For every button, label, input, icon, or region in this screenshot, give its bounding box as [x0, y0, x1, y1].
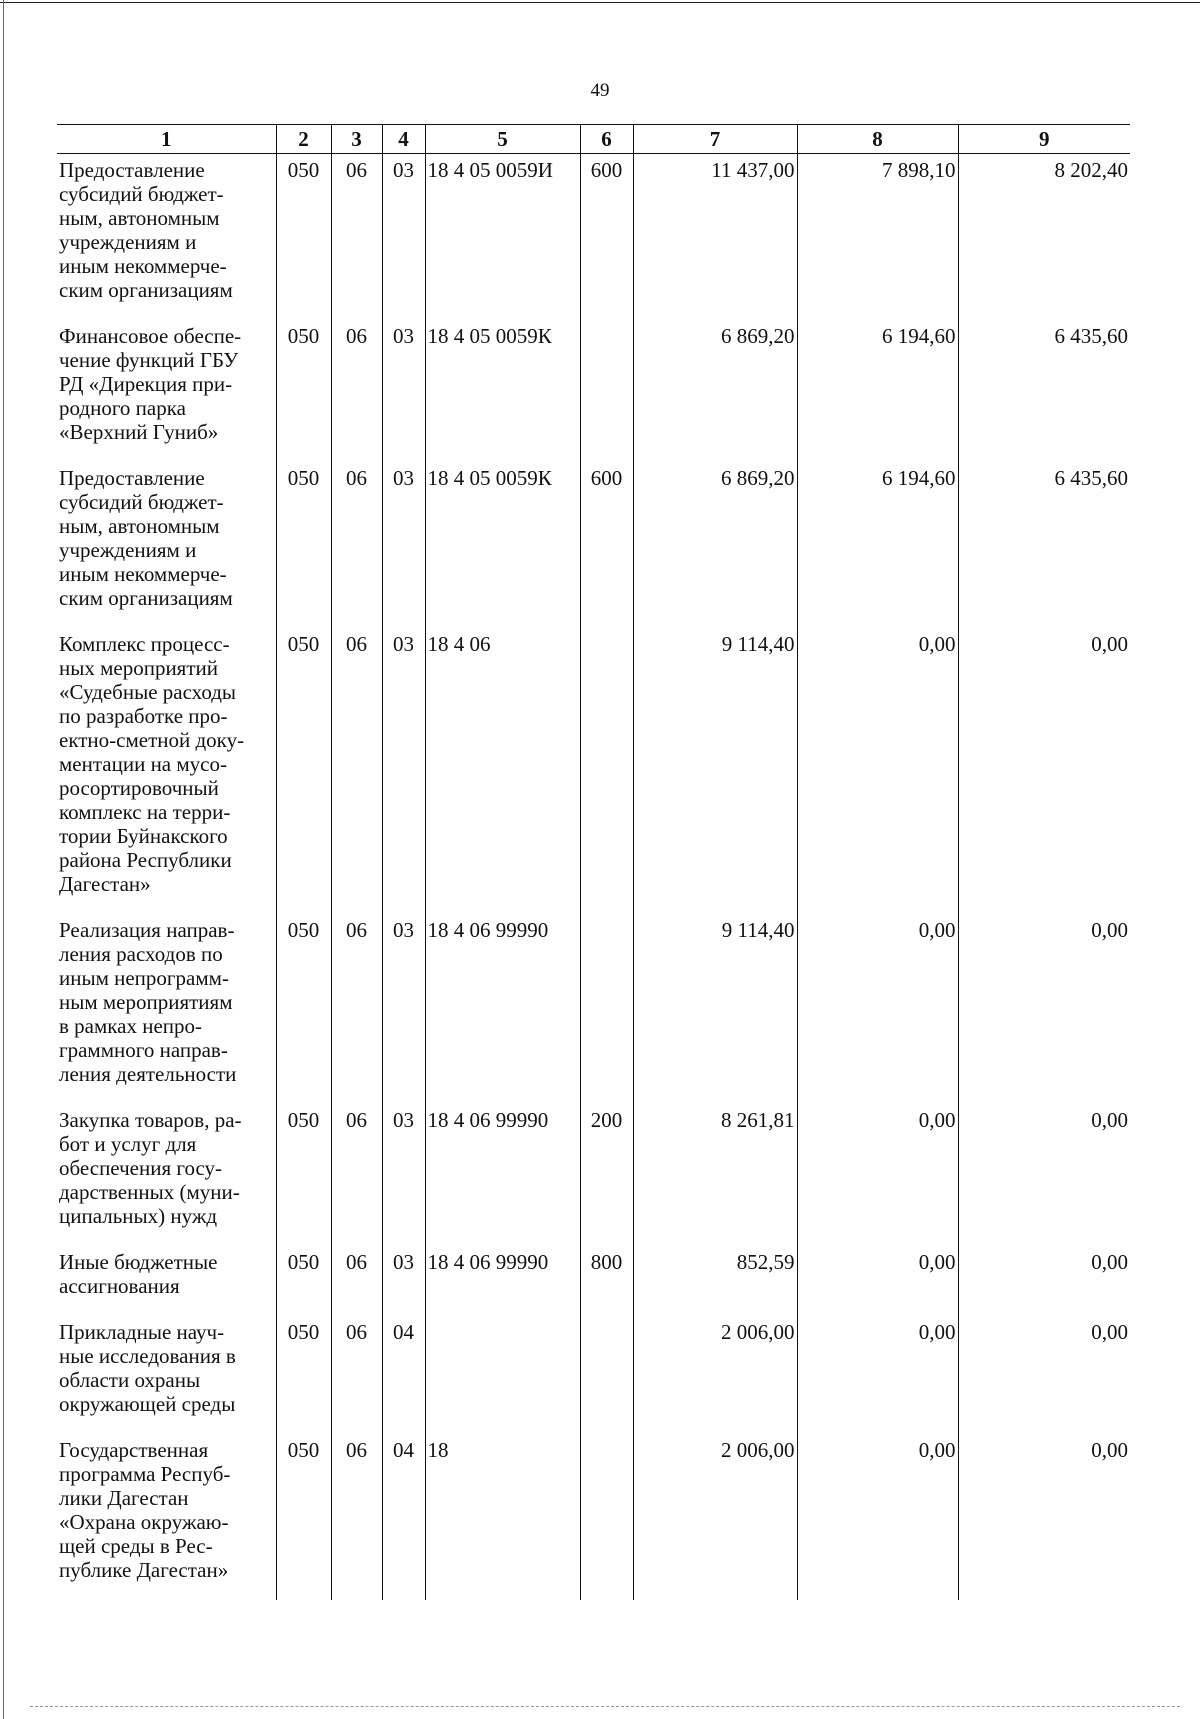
header-col-7: 7	[633, 125, 797, 154]
subsection-code-cell: 04	[382, 1316, 425, 1434]
row-name-line: области охраны	[59, 1368, 201, 1392]
admin-code-cell: 050	[276, 320, 331, 462]
row-name-line: ным мероприятиям	[59, 990, 233, 1014]
amount-year2-cell: 0,00	[797, 914, 958, 1104]
section-code-cell: 06	[331, 320, 382, 462]
admin-code-cell: 050	[276, 1434, 331, 1600]
expense-type-cell: 600	[580, 462, 633, 628]
budget-table	[57, 124, 1130, 1600]
row-name-line: ассигнования	[59, 1274, 180, 1298]
amount-year1-cell: 8 261,81	[633, 1104, 797, 1246]
row-name-line: росортировочный	[59, 776, 219, 800]
row-name-line: ления деятельности	[59, 1062, 237, 1086]
row-name-line: щей среды в Рес-	[59, 1534, 213, 1558]
section-code-cell: 06	[331, 1246, 382, 1316]
row-name-cell	[57, 1434, 276, 1600]
table-header-row	[57, 125, 1130, 154]
amount-year1-cell: 11 437,00	[633, 154, 797, 321]
subsection-code-cell: 03	[382, 320, 425, 462]
admin-code-cell: 050	[276, 462, 331, 628]
subsection-code-cell: 03	[382, 628, 425, 914]
row-name-line: дарственных (муни-	[59, 1180, 240, 1204]
amount-year1-cell: 2 006,00	[633, 1316, 797, 1434]
amount-year1-cell: 9 114,40	[633, 914, 797, 1104]
amount-year1-cell: 2 006,00	[633, 1434, 797, 1600]
expense-type-cell	[580, 1434, 633, 1600]
row-name-line: иным некоммерче-	[59, 562, 227, 586]
row-name-line: Финансовое обеспе-	[59, 324, 242, 348]
table-row	[57, 628, 1130, 914]
row-name-line: ным, автономным	[59, 514, 220, 538]
row-name-line: ским организациям	[59, 586, 233, 610]
row-name-line: комплекс на терри-	[59, 800, 231, 824]
target-article-cell	[425, 1316, 580, 1434]
row-name-line: Государственная	[59, 1438, 209, 1462]
row-name-line: «Охрана окружаю-	[59, 1510, 229, 1534]
page-top-border	[0, 2, 1200, 3]
amount-year2-cell: 0,00	[797, 1104, 958, 1246]
section-code-cell: 06	[331, 1434, 382, 1600]
table-body	[57, 154, 1130, 1601]
table-row	[57, 1246, 1130, 1316]
expense-type-cell: 600	[580, 154, 633, 321]
header-col-9: 9	[958, 125, 1130, 154]
row-name-line: ным, автономным	[59, 206, 220, 230]
table-row	[57, 1104, 1130, 1246]
row-name-line: ментации на мусо-	[59, 752, 227, 776]
header-col-4: 4	[382, 125, 425, 154]
table-row	[57, 154, 1130, 321]
amount-year2-cell: 6 194,60	[797, 462, 958, 628]
amount-year3-cell: 0,00	[958, 1104, 1130, 1246]
row-name-line: публике Дагестан»	[59, 1558, 229, 1582]
target-article-cell: 18 4 06 99990	[425, 1104, 580, 1246]
section-code-cell: 06	[331, 914, 382, 1104]
table-row	[57, 320, 1130, 462]
table-row	[57, 462, 1130, 628]
page-number: 49	[590, 80, 610, 101]
row-name-line: граммного направ-	[59, 1038, 228, 1062]
header-col-6: 6	[580, 125, 633, 154]
row-name-line: субсидий бюджет-	[59, 490, 224, 514]
amount-year3-cell: 0,00	[958, 1316, 1130, 1434]
expense-type-cell: 200	[580, 1104, 633, 1246]
scan-artifact-line	[30, 1706, 1180, 1707]
row-name-line: ных мероприятий	[59, 656, 218, 680]
amount-year3-cell: 0,00	[958, 1246, 1130, 1316]
amount-year3-cell: 0,00	[958, 914, 1130, 1104]
row-name-line: окружающей среды	[59, 1392, 236, 1416]
target-article-cell: 18 4 05 0059К	[425, 462, 580, 628]
target-article-cell: 18 4 06 99990	[425, 914, 580, 1104]
row-name-line: Дагестан»	[59, 872, 151, 896]
row-name-line: ные исследования в	[59, 1344, 236, 1368]
amount-year1-cell: 6 869,20	[633, 462, 797, 628]
row-name-line: ектно-сметной доку-	[59, 728, 245, 752]
section-code-cell: 06	[331, 154, 382, 321]
subsection-code-cell: 03	[382, 1246, 425, 1316]
table-row	[57, 1316, 1130, 1434]
expense-type-cell	[580, 320, 633, 462]
row-name-cell	[57, 1246, 276, 1316]
subsection-code-cell: 03	[382, 1104, 425, 1246]
row-name-cell	[57, 914, 276, 1104]
row-name-line: «Верхний Гуниб»	[59, 420, 219, 444]
header-col-3: 3	[331, 125, 382, 154]
row-name-line: тории Буйнакского	[59, 824, 228, 848]
section-code-cell: 06	[331, 462, 382, 628]
row-name-line: учреждениям и	[59, 230, 197, 254]
row-name-line: «Судебные расходы	[59, 680, 237, 704]
target-article-cell: 18 4 06 99990	[425, 1246, 580, 1316]
amount-year2-cell: 0,00	[797, 628, 958, 914]
row-name-line: лики Дагестан	[59, 1486, 189, 1510]
amount-year1-cell: 852,59	[633, 1246, 797, 1316]
subsection-code-cell: 03	[382, 462, 425, 628]
row-name-line: Прикладные науч-	[59, 1320, 225, 1344]
section-code-cell: 06	[331, 1104, 382, 1246]
row-name-cell	[57, 154, 276, 321]
header-col-8: 8	[797, 125, 958, 154]
row-name-cell	[57, 1316, 276, 1434]
target-article-cell: 18	[425, 1434, 580, 1600]
amount-year3-cell: 0,00	[958, 628, 1130, 914]
subsection-code-cell: 03	[382, 154, 425, 321]
row-name-cell	[57, 1104, 276, 1246]
admin-code-cell: 050	[276, 628, 331, 914]
subsection-code-cell: 04	[382, 1434, 425, 1600]
expense-type-cell: 800	[580, 1246, 633, 1316]
row-name-line: чение функций ГБУ	[59, 348, 239, 372]
row-name-line: по разработке про-	[59, 704, 228, 728]
amount-year1-cell: 9 114,40	[633, 628, 797, 914]
row-name-line: в рамках непро-	[59, 1014, 203, 1038]
header-col-1: 1	[57, 125, 276, 154]
amount-year2-cell: 0,00	[797, 1316, 958, 1434]
row-name-line: Предоставление	[59, 158, 205, 182]
row-name-line: иным некоммерче-	[59, 254, 227, 278]
expense-type-cell	[580, 914, 633, 1104]
row-name-line: бот и услуг для	[59, 1132, 197, 1156]
target-article-cell: 18 4 05 0059И	[425, 154, 580, 321]
section-code-cell: 06	[331, 1316, 382, 1434]
row-name-line: учреждениям и	[59, 538, 197, 562]
amount-year2-cell: 7 898,10	[797, 154, 958, 321]
admin-code-cell: 050	[276, 1246, 331, 1316]
table-row	[57, 914, 1130, 1104]
section-code-cell: 06	[331, 628, 382, 914]
row-name-line: иным непрограмм-	[59, 966, 229, 990]
row-name-line: ципальных) нужд	[59, 1204, 218, 1228]
table-row	[57, 1434, 1130, 1600]
expense-type-cell	[580, 1316, 633, 1434]
admin-code-cell: 050	[276, 914, 331, 1104]
header-col-5: 5	[425, 125, 580, 154]
row-name-line: Предоставление	[59, 466, 205, 490]
row-name-line: Реализация направ-	[59, 918, 235, 942]
row-name-cell	[57, 462, 276, 628]
row-name-cell	[57, 320, 276, 462]
header-col-2: 2	[276, 125, 331, 154]
row-name-line: Закупка товаров, ра-	[59, 1108, 242, 1132]
row-name-line: обеспечения госу-	[59, 1156, 223, 1180]
admin-code-cell: 050	[276, 154, 331, 321]
expense-type-cell	[580, 628, 633, 914]
amount-year3-cell: 6 435,60	[958, 320, 1130, 462]
target-article-cell: 18 4 06	[425, 628, 580, 914]
admin-code-cell: 050	[276, 1316, 331, 1434]
amount-year1-cell: 6 869,20	[633, 320, 797, 462]
amount-year2-cell: 6 194,60	[797, 320, 958, 462]
amount-year2-cell: 0,00	[797, 1434, 958, 1600]
amount-year3-cell: 0,00	[958, 1434, 1130, 1600]
amount-year3-cell: 8 202,40	[958, 154, 1130, 321]
row-name-line: Иные бюджетные	[59, 1250, 218, 1274]
row-name-line: субсидий бюджет-	[59, 182, 224, 206]
row-name-line: программа Респуб-	[59, 1462, 231, 1486]
page-left-border	[3, 0, 4, 1719]
row-name-line: Комплекс процесс-	[59, 632, 230, 656]
amount-year3-cell: 6 435,60	[958, 462, 1130, 628]
target-article-cell: 18 4 05 0059К	[425, 320, 580, 462]
row-name-line: района Республики	[59, 848, 232, 872]
subsection-code-cell: 03	[382, 914, 425, 1104]
admin-code-cell: 050	[276, 1104, 331, 1246]
row-name-line: РД «Дирекция при-	[59, 372, 233, 396]
row-name-line: родного парка	[59, 396, 186, 420]
row-name-line: ления расходов по	[59, 942, 223, 966]
amount-year2-cell: 0,00	[797, 1246, 958, 1316]
row-name-line: ским организациям	[59, 278, 233, 302]
row-name-cell	[57, 628, 276, 914]
